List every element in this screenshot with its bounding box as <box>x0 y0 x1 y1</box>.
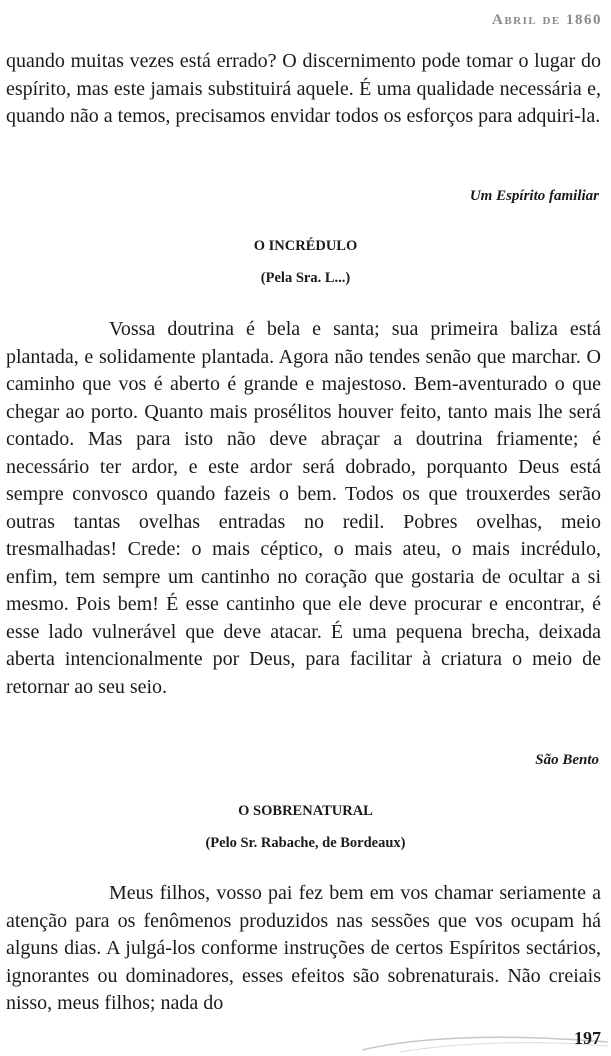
section-subtitle-incredulo: (Pela Sra. L...) <box>260 270 351 286</box>
incredulo-paragraph: Vossa doutrina é bela e santa; sua primeira baliza está plantada, e solidamente plantada. Agora não tendes senão que marchar. O caminho que vos é aberto é grande e majestoso. Bem-aventurado o que chegar ao porto. Quanto mais prosélitos houver feito, tanto mais lhe será contado. Mas para isto não deve abraçar a doutrina friamente; é necessário ter ardor, e este ardor será dobrado, porquanto Deus está sempre convosco quando fazeis o bem. Todos os que trouxerdes serão outras tantas ovelhas entradas no redil. Pobres ovelhas, meio tresmalhadas! Crede: o mais céptico, o mais ateu, o mais incrédulo, enfim, tem sempre um cantinho no coração que gostaria de ocultar a si mesmo. Pois bem! É esse cantinho que ele deve procurar e encontrar, é esse lado vulnerável que deve atacar. É uma pequena brecha, deixada aberta intencionalmente por Deus, para facilitar à criatura o meio de retornar ao seu seio. <box>6 318 601 698</box>
footer-swash-ornament <box>360 1030 610 1054</box>
section-title-sobrenatural: O SOBRENATURAL <box>238 803 373 819</box>
running-header: Abril de 1860 <box>491 12 602 28</box>
signature-sao-bento: São Bento <box>535 752 599 768</box>
page-number: 197 <box>574 1028 601 1048</box>
signature-espirito-familiar: Um Espírito familiar <box>469 188 599 204</box>
section-title-incredulo: O INCRÉDULO <box>253 238 358 254</box>
intro-paragraph: quando muitas vezes está errado? O discernimento pode tomar o lugar do espírito, mas este jamais substituirá aquele. É uma qualidade necessária e, quando não a temos, precisamos envidar todos os esforços para adquiri-la. <box>6 50 601 127</box>
sobrenatural-paragraph: Meus filhos, vosso pai fez bem em vos chamar seriamente a atenção para os fenômenos produzidos nas sessões que vos ocupam há alguns dias. A julgá-los conforme instruções de certos Espíritos sectários, ignorantes ou dominadores, esses efeitos são sobrenaturais. Não creiais nisso, meus filhos; nada do <box>6 882 601 1014</box>
section-subtitle-sobrenatural: (Pelo Sr. Rabache, de Bordeaux) <box>205 835 406 851</box>
